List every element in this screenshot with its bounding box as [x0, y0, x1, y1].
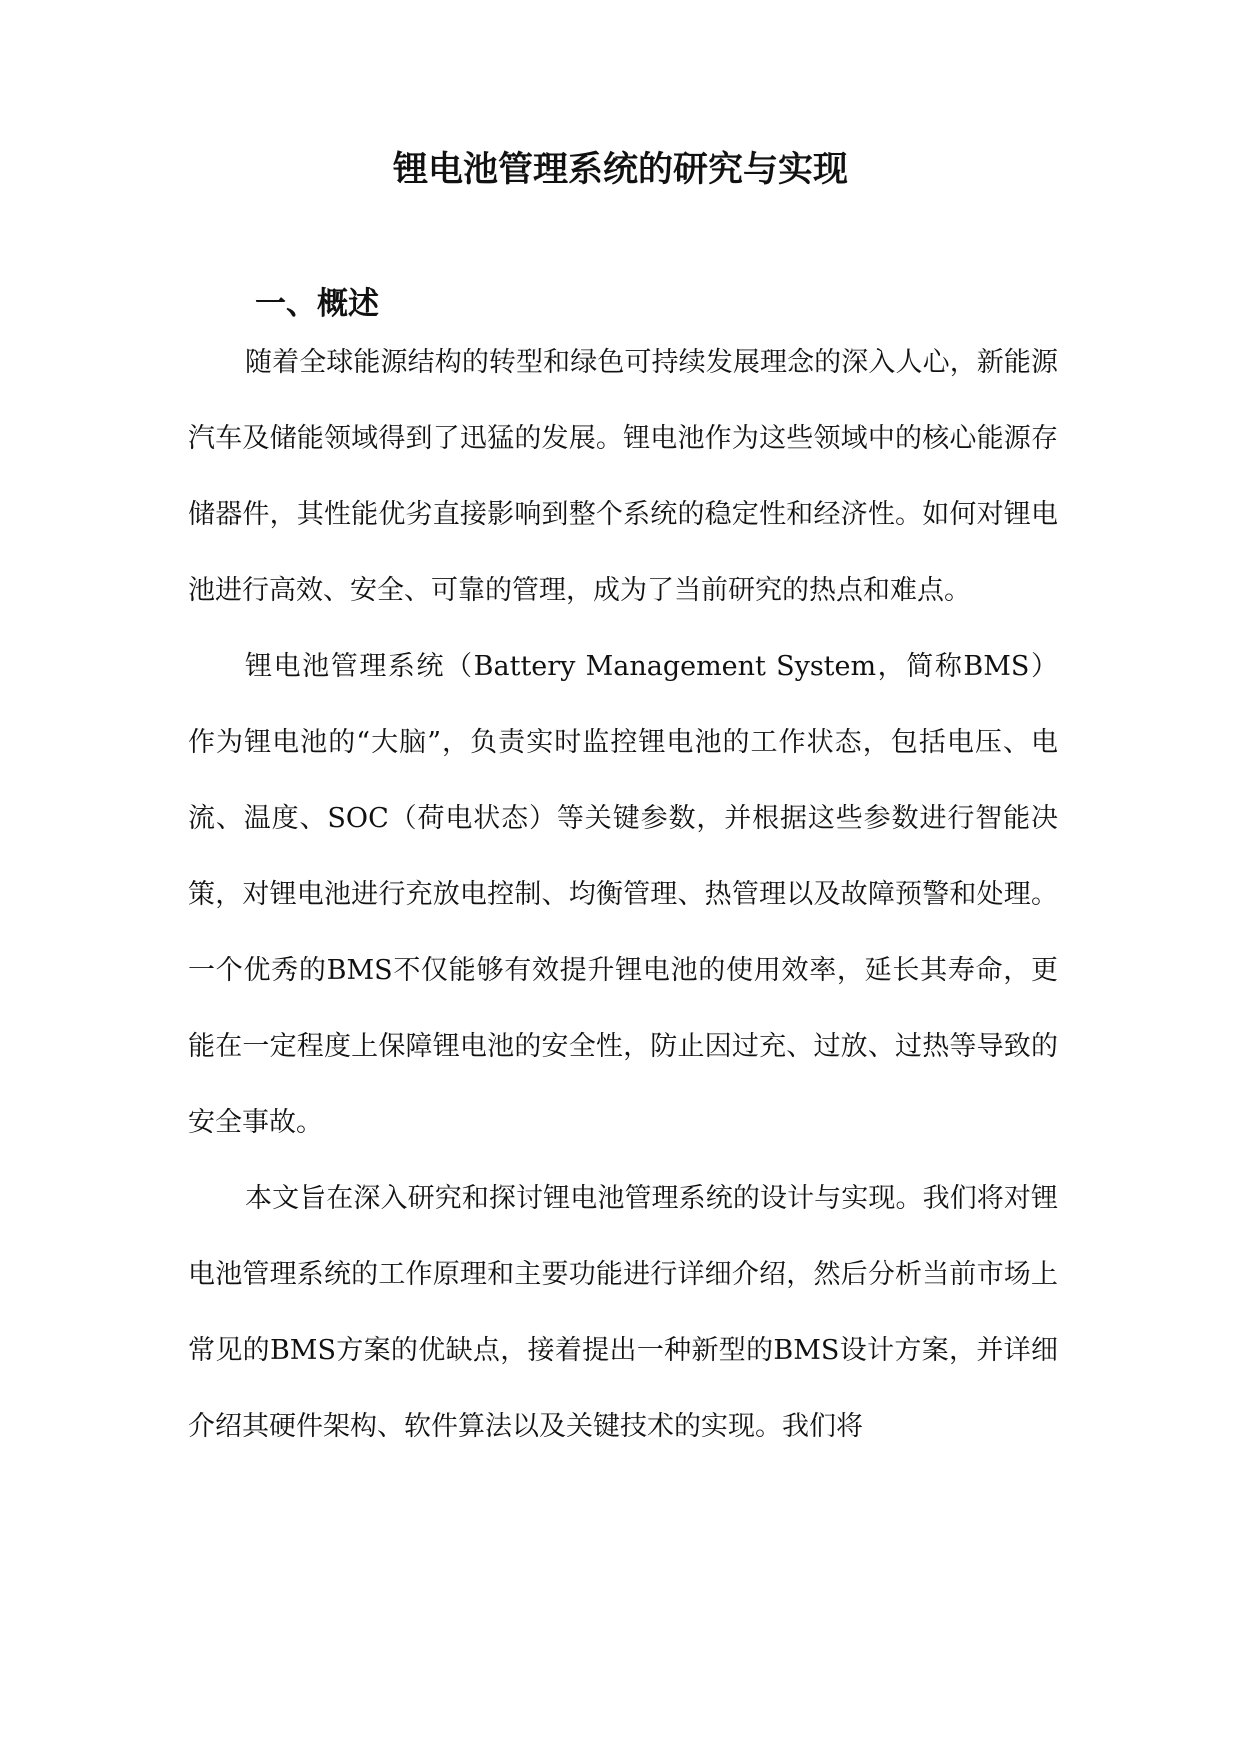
- paragraph-1: 随着全球能源结构的转型和绿色可持续发展理念的深入人心，新能源汽车及储能领域得到了迅猛的发展。锂电池作为这些领域中的核心能源存储器件，其性能优劣直接影响到整个系统的稳定性和经济性。如何对锂电池进行高效、安全、可靠的管理，成为了当前研究的热点和难点。: [188, 347, 1058, 606]
- section-body: [188, 325, 1058, 1465]
- paragraph-3: 本文旨在深入研究和探讨锂电池管理系统的设计与实现。我们将对锂电池管理系统的工作原理和主要功能进行详细介绍，然后分析当前市场上常见的BMS方案的优缺点，接着提出一种新型的BMS设计方案，并详细介绍其硬件架构、软件算法以及关键技术的实现。我们将: [188, 1183, 1058, 1442]
- paragraph-2: 锂电池管理系统（Battery Management System，简称BMS）作为锂电池的“大脑”，负责实时监控锂电池的工作状态，包括电压、电流、温度、SOC（荷电状态）等关键参数，并根据这些参数进行智能决策，对锂电池进行充放电控制、均衡管理、热管理以及故障预警和处理。一个优秀的BMS不仅能够有效提升锂电池的使用效率，延长其寿命，更能在一定程度上保障锂电池的安全性，防止因过充、过放、过热等导致的安全事故。: [188, 651, 1058, 1138]
- section-heading: 一、概述: [255, 286, 379, 322]
- document-title: 锂电池管理系统的研究与实现: [392, 149, 848, 190]
